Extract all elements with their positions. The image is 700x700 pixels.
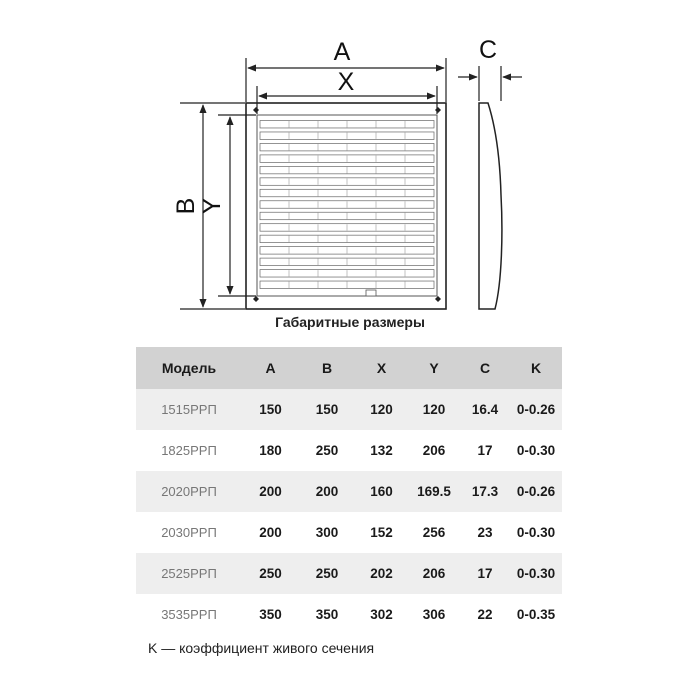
cell-y: 206 [422, 443, 446, 458]
cell-model: 2020РРП [136, 471, 242, 512]
cell-y: 256 [422, 525, 446, 540]
dimension-y-label: Y [198, 197, 226, 215]
cell-c: 16.4 [460, 389, 510, 430]
cell-k: 0-0.30 [510, 553, 562, 594]
cell-b: 150 [299, 389, 355, 430]
dimension-c [458, 66, 522, 101]
cell-a: 180 [259, 443, 282, 458]
header-k: K [510, 347, 562, 389]
drawing-caption: Габаритные размеры [275, 314, 425, 330]
dimension-b-label: B [172, 197, 200, 215]
header-x: X [355, 347, 408, 389]
cell-k: 0-0.30 [516, 525, 556, 540]
header-b: B [299, 347, 355, 389]
header-model: Модель [136, 347, 242, 389]
cell-a: 200 [259, 525, 282, 540]
cell-y: 120 [408, 389, 460, 430]
table-row [136, 594, 562, 635]
cell-b: 300 [315, 525, 339, 540]
cell-k: 0-0.26 [510, 471, 562, 512]
cell-a: 150 [242, 389, 299, 430]
cell-c: 17 [477, 443, 493, 458]
cell-x: 132 [370, 443, 393, 458]
cell-b: 250 [299, 553, 355, 594]
cell-x: 302 [370, 607, 393, 622]
cell-b: 200 [299, 471, 355, 512]
grille-latch [366, 290, 376, 296]
cell-model: 2030РРП [161, 525, 217, 540]
cell-x: 160 [355, 471, 408, 512]
cell-c: 17.3 [460, 471, 510, 512]
cell-model: 2525РРП [136, 553, 242, 594]
cell-b: 350 [315, 607, 339, 622]
cell-k: 0-0.26 [510, 389, 562, 430]
cell-x: 202 [355, 553, 408, 594]
cell-k: 0-0.35 [516, 607, 556, 622]
coefficient-note: K — коэффициент живого сечения [148, 640, 375, 656]
table-row [136, 389, 562, 430]
header-c: C [460, 347, 510, 389]
table-row [136, 471, 562, 512]
cell-a: 250 [242, 553, 299, 594]
table-header-row [136, 347, 562, 389]
table-row [136, 553, 562, 594]
cell-x: 152 [370, 525, 393, 540]
grille-louvers [260, 121, 434, 289]
cell-a: 200 [242, 471, 299, 512]
cell-c: 23 [477, 525, 493, 540]
cell-a: 350 [259, 607, 282, 622]
cell-c: 22 [477, 607, 493, 622]
dimension-a-label: A [333, 38, 351, 66]
dimension-x-label: X [337, 68, 355, 96]
cell-c: 17 [460, 553, 510, 594]
cell-y: 169.5 [408, 471, 460, 512]
cell-y: 306 [422, 607, 446, 622]
header-a: A [242, 347, 299, 389]
grille-dimension-drawing [0, 0, 700, 320]
dimension-c-label: C [478, 36, 498, 64]
cell-y: 206 [408, 553, 460, 594]
table-row [136, 512, 562, 553]
cell-x: 120 [355, 389, 408, 430]
cell-b: 250 [315, 443, 339, 458]
cell-model: 3535РРП [161, 607, 217, 622]
grille-front-view [246, 103, 446, 309]
grille-side-profile [479, 103, 502, 309]
cell-model: 1825РРП [161, 443, 217, 458]
dimensions-table [136, 347, 562, 635]
cell-model: 1515РРП [136, 389, 242, 430]
table-row [136, 430, 562, 471]
cell-k: 0-0.30 [516, 443, 556, 458]
header-y: Y [408, 347, 460, 389]
